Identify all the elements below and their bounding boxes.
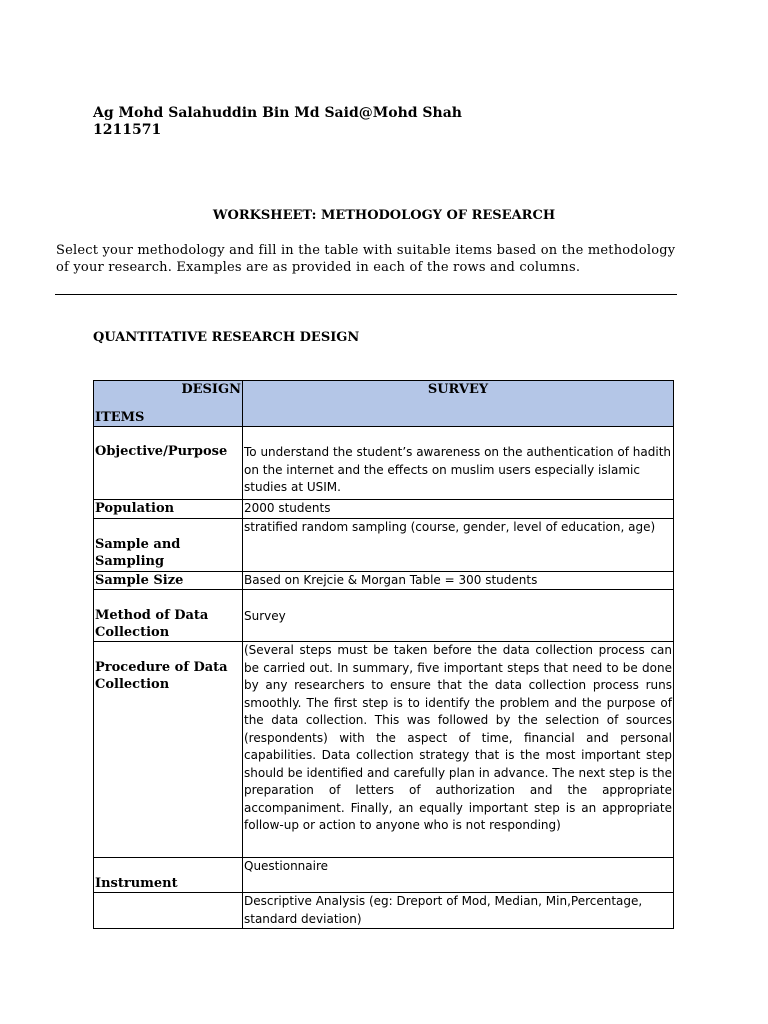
- row-value-sample-and-sampling: stratified random sampling (course, gender, level of education, age): [243, 518, 674, 571]
- row-value-text: Survey: [244, 609, 286, 623]
- row-label-instrument: [94, 858, 243, 893]
- table-row: [94, 518, 674, 571]
- table-row: [94, 893, 674, 929]
- row-value-objective: [243, 427, 674, 500]
- worksheet-title: WORKSHEET: METHODOLOGY OF RESEARCH: [212, 208, 556, 223]
- author-name: Ag Mohd Salahuddin Bin Md Said@Mohd Shah: [93, 105, 462, 121]
- row-value-method-of-data-collection: [243, 590, 674, 642]
- row-label-method-of-data-collection: [94, 590, 243, 642]
- instructions-text: Select your methodology and fill in the table with suitable items based on the methodology of your research. Examples are as provided in each of the rows and columns.: [56, 243, 676, 275]
- header-survey-label: SURVEY: [427, 382, 489, 397]
- header-survey-cell: [243, 381, 674, 427]
- section-title: QUANTITATIVE RESEARCH DESIGN: [93, 330, 360, 345]
- row-value-instrument: Questionnaire: [243, 858, 674, 893]
- row-label-objective: [94, 427, 243, 500]
- row-label-text: Objective/Purpose: [95, 444, 228, 459]
- row-value-population: 2000 students: [243, 500, 674, 519]
- table-row: [94, 642, 674, 858]
- table-row: [94, 427, 674, 500]
- row-label-sample-and-sampling: [94, 518, 243, 571]
- row-label-empty: [94, 893, 243, 929]
- header-design-label: DESIGN: [181, 382, 241, 397]
- row-label-text: Instrument: [95, 876, 178, 891]
- row-value-sample-size: Based on Krejcie & Morgan Table = 300 students: [243, 571, 674, 590]
- header-design-items-cell: [94, 381, 243, 427]
- row-label-text: Method of Data Collection: [95, 608, 209, 640]
- row-label-sample-size: Sample Size: [94, 571, 243, 590]
- row-label-text: Procedure of Data Collection: [95, 660, 228, 692]
- row-label-text: Sample and Sampling: [95, 536, 181, 569]
- table-header-row: [94, 381, 674, 427]
- table-row: [94, 590, 674, 642]
- author-block: [93, 105, 462, 139]
- row-value-analysis: Descriptive Analysis (eg: Dreport of Mod, Median, Min,Percentage, standard deviation): [243, 893, 674, 929]
- table-row: [94, 500, 674, 519]
- research-design-table: [93, 380, 674, 929]
- row-value-text: To understand the student’s awareness on the authentication of hadith on the internet and the effects on muslim users especially islamic studies at USIM.: [244, 445, 672, 494]
- horizontal-divider: [55, 294, 677, 295]
- student-id: 1211571: [93, 122, 162, 138]
- row-label-population: Population: [94, 500, 243, 519]
- row-value-procedure-of-data-collection: (Several steps must be taken before the data collection process can be carried out. In summary, five important steps that need to be done by any researchers to ensure that the data collection process runs smoothly. The first step is to identify the problem and the purpose of the data collection. This was followed by the selection of sources (respondents) with the aspect of time, financial and personal capabilities. Data collection strategy that is the most important step should be identified and carefully plan in advance. The next step is the preparation of letters of authorization and the appropriate accompaniment. Finally, an equally important step is an appropriate follow-up or action to anyone who is not responding): [243, 642, 674, 858]
- table-row: [94, 571, 674, 590]
- table-row: [94, 858, 674, 893]
- row-label-procedure-of-data-collection: [94, 642, 243, 858]
- header-items-label: ITEMS: [95, 410, 145, 425]
